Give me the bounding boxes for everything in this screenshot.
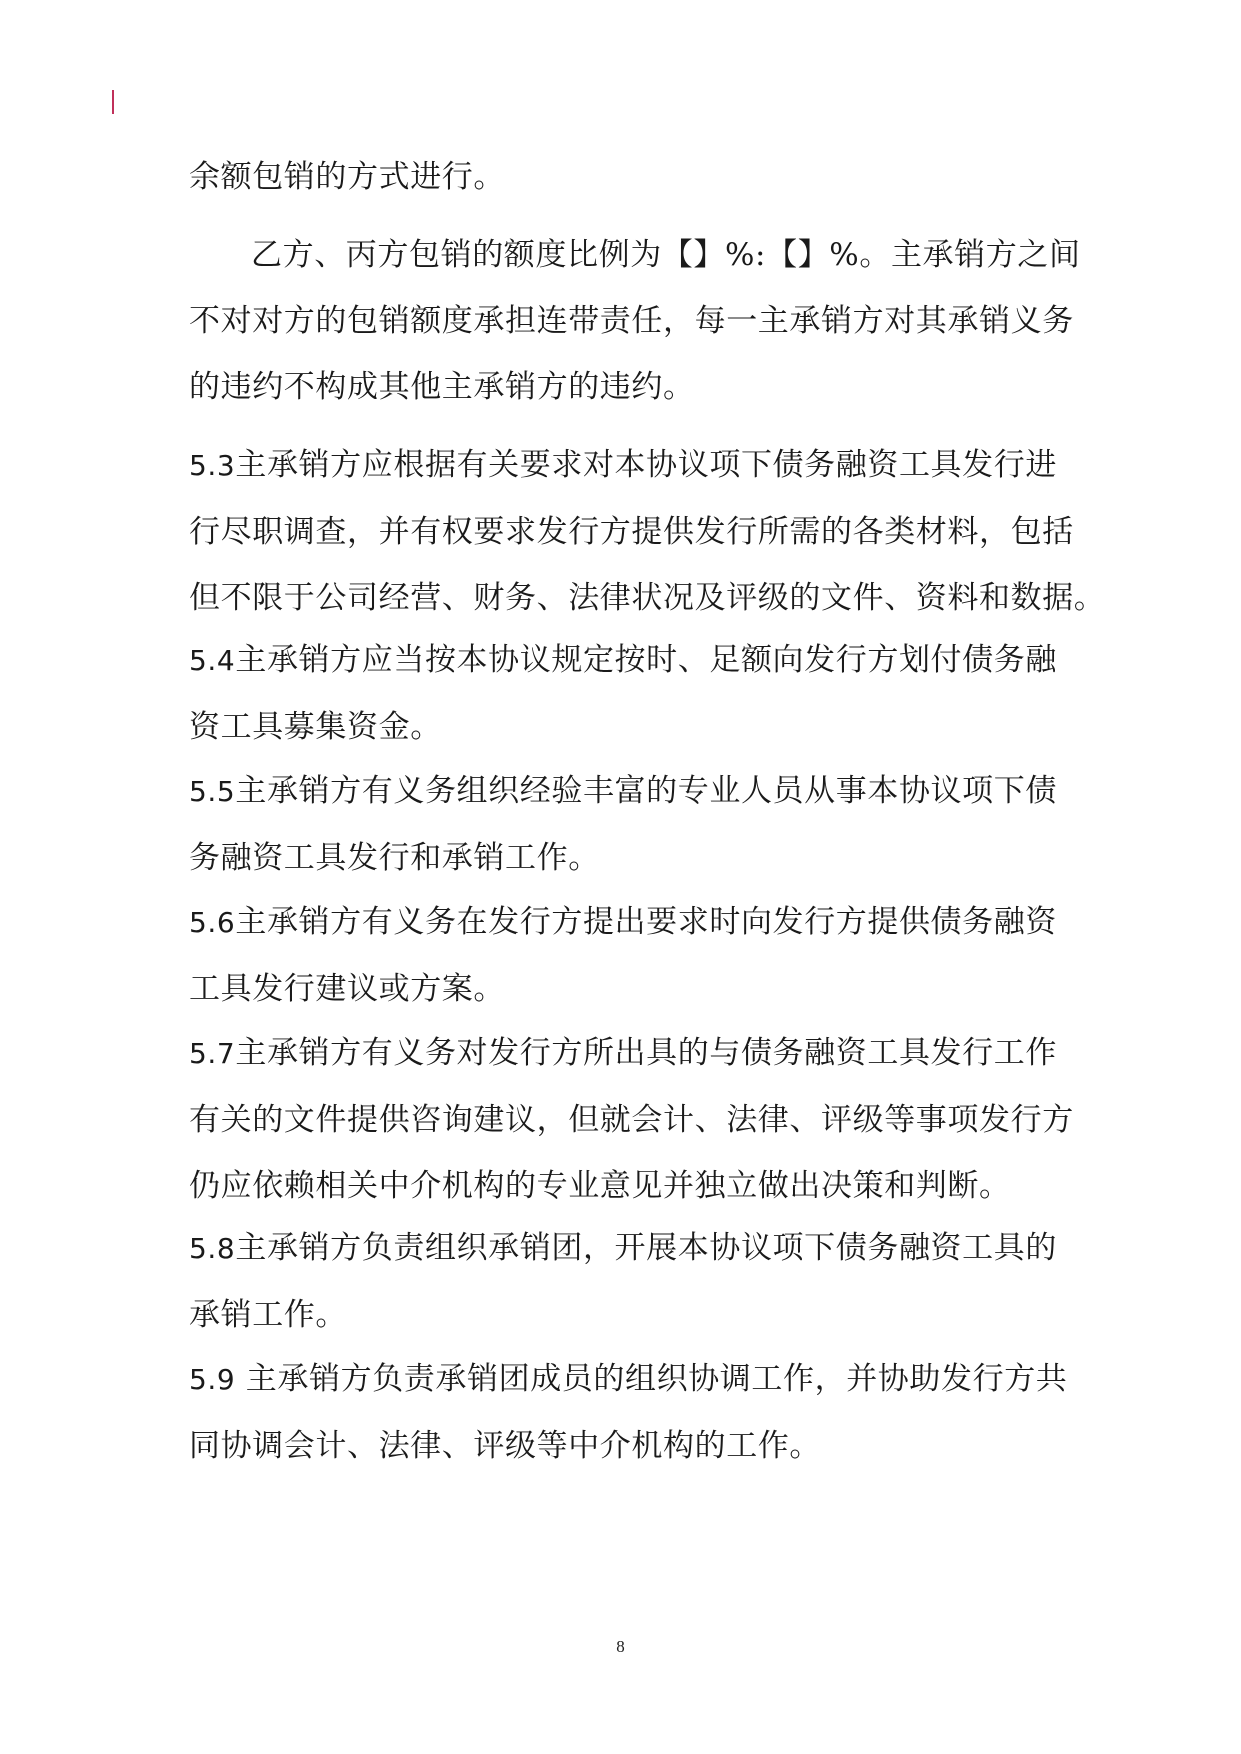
margin-revision-mark [112, 90, 114, 114]
clause-5-7 [189, 1020, 1074, 1219]
text-line: 主承销方负责组织承销团，开展本协议项下债务融资工具的 [235, 1230, 1057, 1266]
clause-5-9 [189, 1346, 1068, 1479]
text-line: 主承销方负责承销团成员的组织协调工作，并协助发行方共 [235, 1361, 1068, 1397]
text-line: 不对对方的包销额度承担连带责任，每一主承销方对其承销义务 [189, 303, 1074, 339]
text-line: 仍应依赖相关中介机构的专业意见并独立做出决策和判断。 [189, 1168, 1011, 1204]
text-line: 的违约不构成其他主承销方的违约。 [189, 369, 695, 405]
text-line: 行尽职调查，并有权要求发行方提供发行所需的各类材料，包括 [189, 514, 1074, 550]
clause-number: 5.5 [189, 775, 236, 808]
text-line: 务融资工具发行和承销工作。 [189, 840, 600, 876]
clause-number: 5.8 [189, 1232, 236, 1265]
clause-5-5 [189, 758, 1061, 891]
clause-number: 5.3 [189, 449, 236, 482]
document-body [189, 150, 1106, 1479]
text-line: 承销工作。 [189, 1297, 347, 1333]
text-line: 主承销方应根据有关要求对本协议项下债务融资工具发行进 [235, 447, 1057, 483]
clause-number: 5.6 [189, 906, 236, 939]
text-line: 乙方、丙方包销的额度比例为【】%:【】%。主承销方之间 [251, 237, 1081, 273]
text-line: 但不限于公司经营、财务、法律状况及评级的文件、资料和数据。 [189, 580, 1106, 616]
clause-5-4 [189, 627, 1061, 760]
clause-5-3 [189, 432, 1106, 631]
text-line: 主承销方有义务组织经验丰富的专业人员从事本协议项下债 [235, 773, 1057, 809]
text-line: 同协调会计、法律、评级等中介机构的工作。 [189, 1428, 821, 1464]
clause-number: 5.7 [189, 1037, 236, 1070]
paragraph [189, 222, 1081, 420]
clause-5-6 [189, 889, 1061, 1022]
text-line: 有关的文件提供咨询建议，但就会计、法律、评级等事项发行方 [189, 1102, 1074, 1138]
text-line: 工具发行建议或方案。 [189, 971, 505, 1007]
text-line: 主承销方应当按本协议规定按时、足额向发行方划付债务融 [235, 642, 1057, 678]
text-line: 主承销方有义务对发行方所出具的与债务融资工具发行工作 [235, 1035, 1057, 1071]
paragraph [189, 144, 1061, 210]
clause-number: 5.4 [189, 644, 236, 677]
clause-number: 5.9 [189, 1363, 236, 1396]
text-line: 资工具募集资金。 [189, 709, 442, 745]
page-number: 8 [616, 1637, 625, 1656]
text-line: 主承销方有义务在发行方提出要求时向发行方提供债务融资 [235, 904, 1057, 940]
clause-5-8 [189, 1215, 1061, 1348]
text-line: 余额包销的方式进行。 [189, 159, 505, 195]
